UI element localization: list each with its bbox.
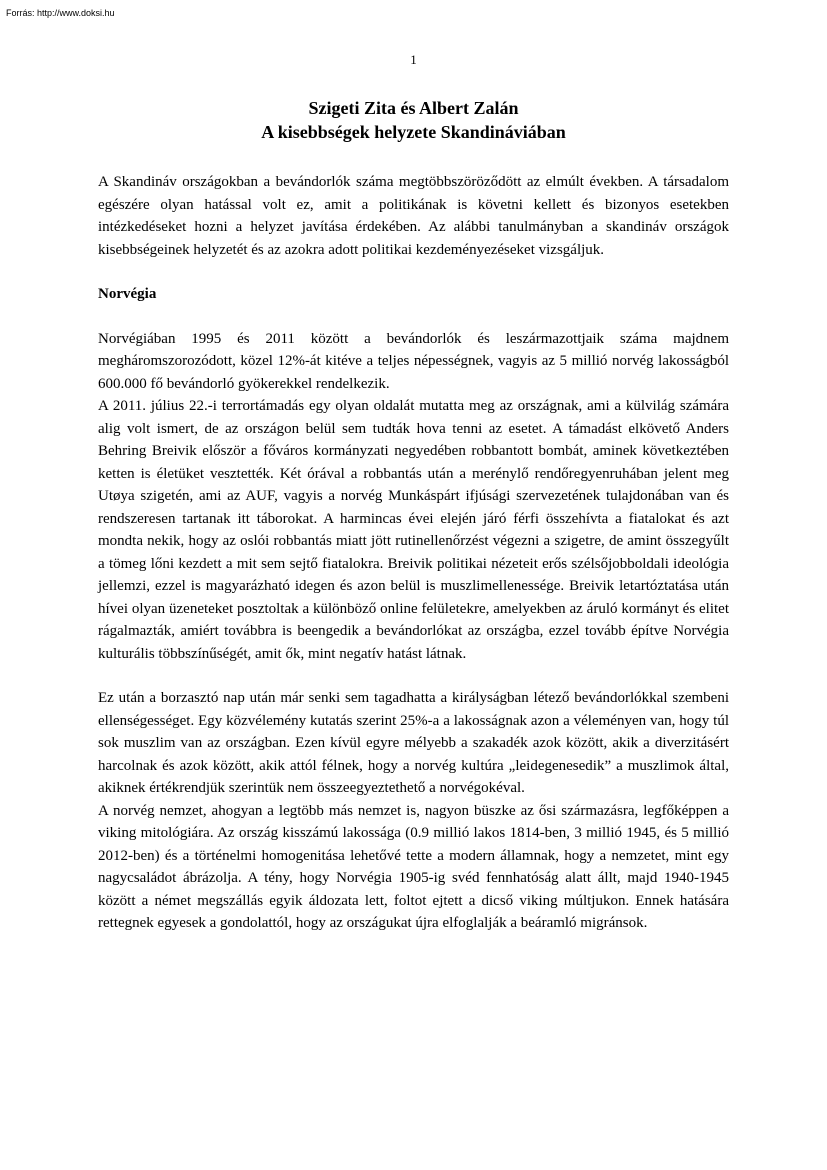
title-block xyxy=(0,96,827,144)
page-number: 1 xyxy=(410,52,417,67)
body-paragraph: Norvégiában 1995 és 2011 között a bevándorlók és leszármazottjaik száma majdnem megháromszorozódott, közel 12%-át kitéve a teljes népességnek, vagyis az 5 millió norvég lakosságból 600.000 fő bevándorló gyökerekkel rendelkezik. xyxy=(98,330,729,392)
body-paragraph: A 2011. július 22.-i terrortámadás egy olyan oldalát mutatta meg az országnak, ami a külvilág számára alig volt ismert, de az országon belül sem tudták hova tenni az esetet. A támadást elkövető Anders Behring Breivik először a főváros kormányzati negyedében robbantott bombát, aminek következtében ketten is életüket vesztették. Két órával a robbantás után a merénylő rendőregyenruhában jelent meg Utøya szigetén, ami az AUF, vagyis a norvég Munkáspárt ifjúsági szervezetének tulajdonában van és rendszeresen tartanak itt táborokat. A harmincas évei elején járó férfi összehívta a fiatalokat és azt mondta nekik, hogy az oslói robbantás miatt jött rutinellenőrzést végezni a szigetre, de amint összegyűlt a tömeg lőni kezdett a mit sem sejtő fiatalokra. Breivik politikai nézeteit erős szélsőjobboldali ideológia jellemzi, ezzel is magyarázható idegen és azon belül is muszlimellenessége. Breivik letartóztatása után hívei olyan üzeneteket posztoltak a különböző online felületekre, amelyekben az áruló kormányt és elitet rágalmazták, amiért továbbra is beengedik a bevándorlókat az országba, ezzel tovább építve Norvégia kulturális többszínűségét, amit ők, mint negatív hatást látnak. xyxy=(98,398,729,662)
source-label: Forrás: http://www.doksi.hu xyxy=(6,8,115,18)
body-paragraph: Ez után a borzasztó nap után már senki sem tagadhatta a királyságban létező bevándorlókkal szembeni ellenségességet. Egy közvélemény kutatás szerint 25%-a a lakosságnak azon a véleményen van, hogy túl sok muszlim van az országban. Ezen kívül egyre mélyebb a szakadék azok között, akik a diverzitásért harcolnak és azok között, akik attól félnek, hogy a norvég kultúra „leidegenesedik” a muszlimok által, akiknek értékrendjük szerintük nem összeegyeztethető a norvégokéval. xyxy=(98,690,729,796)
body-paragraph: A norvég nemzet, ahogyan a legtöbb más nemzet is, nagyon büszke az ősi származásra, legfőképpen a viking mitológiára. Az ország kisszámú lakossága (0.9 millió lakos 1814-ben, 3 millió 1945, és 5 millió 2012-ben) és a történelmi homogenitása lehetővé tette a modern államnak, hogy a nemzetet, mint egy nagycsaládot ábrázolja. A tény, hogy Norvégia 1905-ig svéd fennhatóság alatt állt, majd 1940-1945 között a német megszállás egyik áldozata lett, foltot ejtett a dicső viking múltjukon. Ennek hatására rettegnek egyesek a gondolattól, hogy az országukat újra elfoglalják a beáramló migránsok. xyxy=(98,802,729,931)
authors: Szigeti Zita és Albert Zalán xyxy=(308,98,519,118)
document-title: A kisebbségek helyzete Skandináviában xyxy=(261,122,566,142)
intro-paragraph: A Skandináv országokban a bevándorlók száma megtöbbszöröződött az elmúlt években. A társadalom egészére olyan hatással volt ez, amit a politikának is követni kellett és bizonyos esetekben intézkedéseket hozni a helyzet javítása érdekében. Az alábbi tanulmányban a skandináv országok kisebbségeinek helyzetét és az azokra adott politikai kezdeményezéseket vizsgáljuk. xyxy=(98,174,729,258)
document-body xyxy=(98,171,729,935)
section-heading: Norvégia xyxy=(98,286,157,302)
